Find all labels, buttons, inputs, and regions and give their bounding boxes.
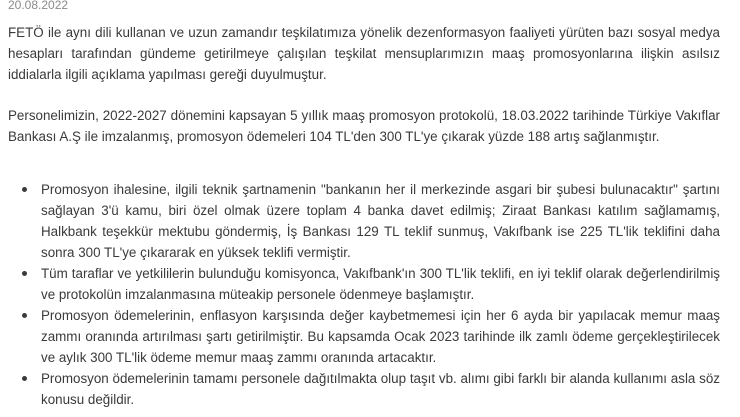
list-item bbox=[8, 305, 720, 368]
article-date: 20.08.2022 bbox=[8, 0, 69, 12]
bullet-icon bbox=[22, 271, 27, 276]
list-item-text: Promosyon ödemelerinin, enflasyon karşısında değer kaybetmemesi için her 6 ayda bir yapılacak memur maaş zammı oranında artırılması şartı getirilmiştir. Bu kapsamda Ocak 2023 tarihinde ilk zamlı ödeme gerçekleştirilecek ve aylık 300 TL'lik ödeme memur maaş zammı oranında artacaktır. bbox=[41, 308, 720, 365]
list-item bbox=[8, 179, 720, 263]
list-item-text: Tüm taraflar ve yetkililerin bulunduğu komisyonca, Vakıfbank'ın 300 TL'lik teklifi, en iyi teklif olarak değerlendirilmiş ve protokolün imzalanmasına müteakip personele ödenmeye başlamıştır. bbox=[41, 266, 720, 302]
bullet-icon bbox=[22, 313, 27, 318]
bullet-icon bbox=[22, 187, 27, 192]
list-item bbox=[8, 263, 720, 305]
list-item-text: Promosyon ödemelerinin tamamı personele dağıtılmakta olup taşıt vb. alımı gibi farklı bir alanda kullanımı asla söz konusu değildir. bbox=[41, 371, 720, 407]
bullet-icon bbox=[22, 376, 27, 381]
statement-bullet-list bbox=[8, 179, 720, 410]
intro-paragraph: FETÖ ile aynı dili kullanan ve uzun zamandır teşkilatımıza yönelik dezenformasyon faaliyeti yürüten bazı sosyal medya hesapları tarafından gündeme getirilmeye çalışılan teşkilat mensuplarımızın maaş promosyonlarına ilişkin asılsız iddialarla ilgili açıklama yapılması gereği duyulmuştur. bbox=[8, 25, 720, 82]
list-item bbox=[8, 368, 720, 410]
protocol-paragraph: Personelimizin, 2022-2027 dönemini kapsayan 5 yıllık maaş promosyon protokolü, 18.03.2022 tarihinde Türkiye Vakıflar Bankası A.Ş ile imzalanmış, promosyon ödemeleri 104 TL'den 300 TL'ye çıkarak yüzde 188 artış sağlanmıştır. bbox=[8, 108, 720, 144]
list-item-text: Promosyon ihalesine, ilgili teknik şartnamenin "bankanın her il merkezinde asgari bir şubesi bulunacaktır" şartını sağlayan 3'ü kamu, biri özel olmak üzere toplam 4 banka davet edilmiş; Ziraat Bankası katılım sağlamamış, Halkbank teşekkür mektubu göndermiş, İş Bankası 129 TL teklif sunmuş, Vakıfbank ise 225 TL'lik teklifini daha sonra 300 TL'ye çıkararak en yüksek teklifi vermiştir. bbox=[41, 182, 720, 260]
